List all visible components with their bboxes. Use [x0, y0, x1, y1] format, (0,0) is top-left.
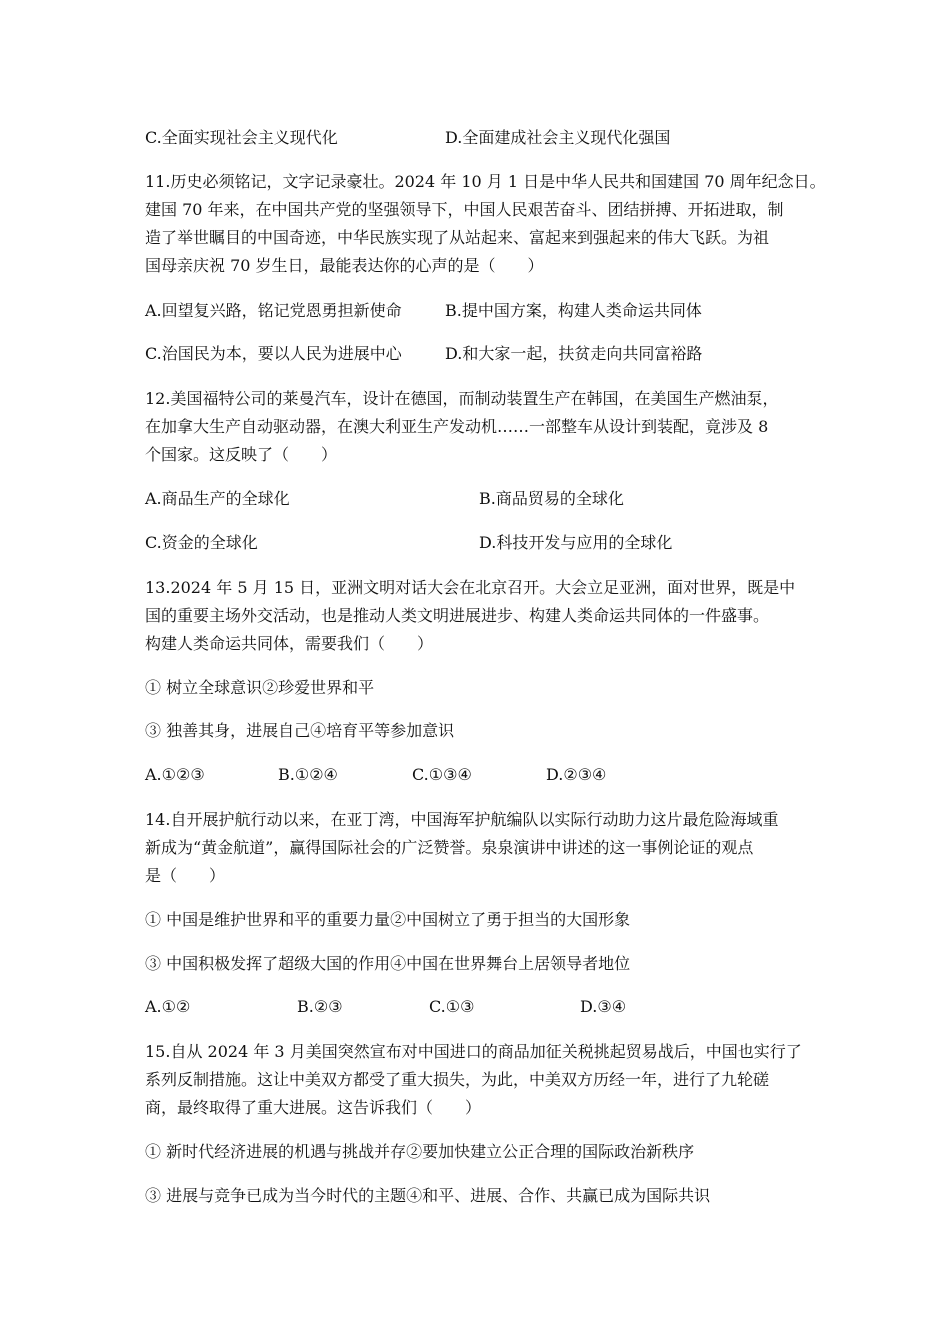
q13-stem-line-3: 构建人类命运共同体，需要我们（ ）	[145, 634, 434, 653]
q12-option-a: A.商品生产的全球化	[145, 489, 290, 508]
q11-option-d: D.和大家一起，扶贫走向共同富裕路	[445, 344, 703, 363]
q12-stem-line-2: 在加拿大生产自动驱动器，在澳大利亚生产发动机……一部整车从设计到装配，竟涉及 8	[145, 417, 769, 436]
q14-item-1: ① 中国是维护世界和平的重要力量②中国树立了勇于担当的大国形象	[145, 910, 631, 929]
q12-option-c: C.资金的全球化	[145, 533, 258, 552]
q13-option-d: D.②③④	[546, 765, 607, 784]
q14-option-b: B.②③	[297, 997, 343, 1016]
q13-stem-line-2: 国的重要主场外交活动，也是推动人类文明进展进步、构建人类命运共同体的一件盛事。	[145, 606, 770, 625]
q15-stem-line-3: 商，最终取得了重大进展。这告诉我们（ ）	[145, 1098, 482, 1117]
q14-stem-line-1: 14.自开展护航行动以来，在亚丁湾，中国海军护航编队以实际行动助力这片最危险海域重	[145, 810, 779, 829]
q13-option-c: C.①③④	[412, 765, 472, 784]
q15-item-2: ③ 进展与竞争已成为当今时代的主题④和平、进展、合作、共赢已成为国际共识	[145, 1186, 711, 1205]
q11-stem-line-2: 建国 70 年来，在中国共产党的坚强领导下，中国人民艰苦奋斗、团结拼搏、开拓进取，制	[145, 200, 784, 219]
q15-stem-line-2: 系列反制措施。这让中美双方都受了重大损失，为此，中美双方历经一年，进行了九轮磋	[145, 1070, 770, 1089]
q14-option-a: A.①②	[145, 997, 191, 1016]
q10-option-d: D.全面建成社会主义现代化强国	[445, 128, 671, 147]
q11-stem-line-4: 国母亲庆祝 70 岁生日，最能表达你的心声的是（ ）	[145, 256, 544, 275]
q14-stem-line-2: 新成为“黄金航道”，赢得国际社会的广泛赞誉。泉泉演讲中讲述的这一事例论证的观点	[145, 838, 754, 857]
q12-stem-line-3: 个国家。这反映了（ ）	[145, 445, 338, 464]
q14-option-c: C.①③	[429, 997, 475, 1016]
q11-option-c: C.治国民为本，要以人民为进展中心	[145, 344, 402, 363]
q13-option-b: B.①②④	[278, 765, 338, 784]
q13-item-1: ① 树立全球意识②珍爱世界和平	[145, 678, 375, 697]
q10-option-c: C.全面实现社会主义现代化	[145, 128, 338, 147]
q15-item-1: ① 新时代经济进展的机遇与挑战并存②要加快建立公正合理的国际政治新秩序	[145, 1142, 695, 1161]
q14-stem-line-3: 是（ ）	[145, 866, 226, 885]
q13-item-2: ③ 独善其身，进展自己④培育平等参加意识	[145, 721, 455, 740]
q15-stem-line-1: 15.自从 2024 年 3 月美国突然宣布对中国进口的商品加征关税挑起贸易战后，中国也实行了	[145, 1042, 802, 1061]
q13-stem-line-1: 13.2024 年 5 月 15 日，亚洲文明对话大会在北京召开。大会立足亚洲，面对世界，既是中	[145, 578, 796, 597]
q11-stem-line-1: 11.历史必须铭记，文字记录豪壮。2024 年 10 月 1 日是中华人民共和国建国 70 周年纪念日。	[145, 172, 826, 191]
q11-option-b: B.提中国方案，构建人类命运共同体	[445, 301, 702, 320]
q11-stem-line-3: 造了举世瞩目的中国奇迹，中华民族实现了从站起来、富起来到强起来的伟大飞跃。为祖	[145, 228, 770, 247]
q13-option-a: A.①②③	[145, 765, 205, 784]
q12-option-b: B.商品贸易的全球化	[479, 489, 624, 508]
q14-option-d: D.③④	[580, 997, 627, 1016]
q12-option-d: D.科技开发与应用的全球化	[479, 533, 673, 552]
q12-stem-line-1: 12.美国福特公司的莱曼汽车，设计在德国，而制动装置生产在韩国，在美国生产燃油泵，	[145, 389, 779, 408]
q11-option-a: A.回望复兴路，铭记党恩勇担新使命	[145, 301, 402, 320]
q14-item-2: ③ 中国积极发挥了超级大国的作用④中国在世界舞台上居领导者地位	[145, 954, 631, 973]
